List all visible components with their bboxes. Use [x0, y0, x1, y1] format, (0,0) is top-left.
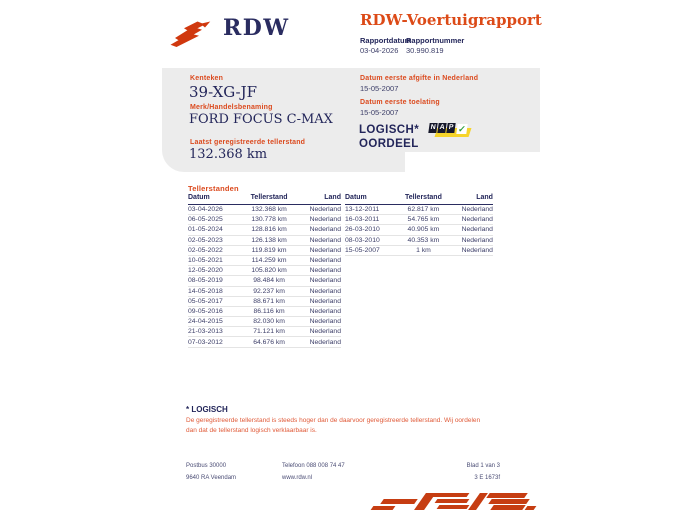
col-header-tellerstand: Tellerstand: [250, 194, 288, 201]
afgifte-value: 15-05-2007: [360, 84, 399, 93]
rdw-logo-text: RDW: [223, 15, 290, 41]
footer-form-code: 3 E 1673f: [474, 475, 500, 481]
table-row: [188, 215, 341, 225]
col-header-datum: Datum: [188, 194, 210, 201]
row-country: Nederland: [309, 328, 341, 336]
row-country: Nederland: [461, 206, 493, 214]
row-date: 03-04-2026: [188, 206, 223, 214]
row-odometer: 64.676 km: [253, 338, 285, 346]
row-country: Nederland: [461, 246, 493, 254]
table-row: [188, 225, 341, 235]
table-row: [188, 236, 341, 246]
table-row: [188, 276, 341, 286]
tellerstanden-title: Tellerstanden: [188, 184, 239, 193]
kenteken-label: Kenteken: [190, 75, 224, 82]
footer-page: [420, 460, 500, 484]
page-title: RDW-Voertuigrapport: [360, 11, 542, 29]
row-country: Nederland: [309, 318, 341, 326]
table-row: [345, 246, 493, 256]
row-date: 02-05-2022: [188, 246, 223, 254]
row-odometer: 86.116 km: [253, 307, 285, 315]
row-odometer: 1 km: [416, 246, 431, 254]
row-odometer: 54.765 km: [407, 216, 440, 224]
row-date: 26-03-2010: [345, 226, 380, 234]
footer-address-line1: Postbus 30000: [186, 463, 227, 469]
row-country: Nederland: [309, 206, 341, 214]
footer-address-line2: 9640 RA Veendam: [186, 475, 237, 481]
tellerstanden-table-left: [188, 194, 341, 348]
row-date: 02-05-2023: [188, 236, 223, 244]
row-country: Nederland: [309, 287, 341, 295]
row-date: 05-05-2017: [188, 297, 223, 305]
nap-letter-a: A: [439, 124, 446, 131]
row-date: 10-05-2021: [188, 257, 223, 265]
rdw-eagle-logo-icon: [168, 17, 218, 47]
table-row: [345, 205, 493, 215]
col-header-datum: Datum: [345, 194, 367, 201]
row-country: Nederland: [461, 226, 493, 234]
row-odometer: 40.905 km: [407, 226, 440, 234]
footer-website: www.rdw.nl: [282, 475, 313, 481]
merk-value: FORD FOCUS C-MAX: [189, 112, 333, 127]
footnote-text: De geregistreerde tellerstand is steeds hoger dan de daarvoor geregistreerde tellerstand. Wij oordelen dan dat de tellerstand logisch verklaarbaar is.: [186, 417, 481, 434]
row-odometer: 71.121 km: [253, 328, 285, 336]
row-odometer: 105.820 km: [251, 267, 287, 275]
table-row: [188, 317, 341, 327]
table-row: [188, 327, 341, 337]
row-date: 01-05-2024: [188, 226, 223, 234]
table-header-row: [345, 194, 493, 205]
table-row: [345, 236, 493, 246]
laatste-tellerstand-value: 132.368 km: [189, 147, 268, 162]
row-country: Nederland: [309, 297, 341, 305]
table-row: [188, 266, 341, 276]
nap-letter-p: P: [448, 124, 454, 131]
row-date: 14-05-2018: [188, 287, 223, 295]
row-date: 08-05-2019: [188, 277, 223, 285]
table-row: [188, 246, 341, 256]
col-header-land: Land: [324, 194, 341, 201]
row-odometer: 88.671 km: [253, 297, 285, 305]
row-country: Nederland: [309, 277, 341, 285]
footnote-title: * LOGISCH: [186, 405, 228, 414]
oordeel-text: [359, 123, 419, 151]
row-odometer: 130.778 km: [251, 216, 287, 224]
footer-page-number: Blad 1 van 3: [466, 463, 500, 469]
merk-label: Merk/Handelsbenaming: [190, 104, 273, 111]
row-date: 07-03-2012: [188, 338, 223, 346]
row-country: Nederland: [461, 236, 493, 244]
table-row: [188, 205, 341, 215]
toelating-label: Datum eerste toelating: [360, 99, 440, 106]
row-odometer: 98.484 km: [253, 277, 285, 285]
nap-letter-n: N: [430, 124, 437, 131]
col-header-tellerstand: Tellerstand: [405, 194, 442, 201]
row-date: 13-12-2011: [345, 206, 380, 214]
row-country: Nederland: [309, 246, 341, 254]
col-header-land: Land: [476, 194, 493, 201]
row-date: 09-05-2016: [188, 307, 223, 315]
row-date: 16-03-2011: [345, 216, 380, 224]
table-row: [345, 225, 493, 235]
row-odometer: 82.030 km: [253, 318, 285, 326]
row-odometer: 40.353 km: [407, 236, 440, 244]
report-date-label: Rapportdatum: [360, 36, 412, 45]
row-odometer: 132.368 km: [251, 206, 287, 214]
tellerstanden-table-right: [345, 194, 493, 256]
footer-contact: [282, 460, 345, 484]
row-country: Nederland: [309, 307, 341, 315]
nap-checkmark-icon: ✓: [457, 124, 467, 134]
row-date: 24-04-2015: [188, 318, 223, 326]
row-odometer: 119.819 km: [251, 246, 287, 254]
laatste-tellerstand-label: Laatst geregistreerde tellerstand: [190, 139, 306, 146]
oordeel-line1: LOGISCH*: [359, 124, 420, 136]
row-odometer: 128.816 km: [251, 226, 287, 234]
footer-phone: Telefoon 088 008 74 47: [282, 463, 345, 469]
report-date-value: 03-04-2026: [360, 46, 399, 55]
row-country: Nederland: [309, 236, 341, 244]
row-odometer: 126.138 km: [251, 236, 287, 244]
row-date: 12-05-2020: [188, 267, 223, 275]
row-date: 15-05-2007: [345, 246, 380, 254]
kenteken-value: 39-XG-JF: [189, 83, 258, 101]
row-odometer: 92.237 km: [253, 287, 285, 295]
report-number-label: Rapportnummer: [406, 36, 465, 45]
report-number-value: 30.990.819: [406, 46, 444, 55]
table-header-row: [188, 194, 341, 205]
table-row: [345, 215, 493, 225]
footer-graphic: [370, 491, 535, 513]
row-date: 08-03-2010: [345, 236, 380, 244]
row-country: Nederland: [309, 226, 341, 234]
row-country: Nederland: [309, 338, 341, 346]
row-odometer: 62.817 km: [407, 206, 440, 214]
row-odometer: 114.259 km: [251, 257, 287, 265]
oordeel-line2: OORDEEL: [359, 138, 419, 150]
table-row: [188, 287, 341, 297]
row-country: Nederland: [309, 267, 341, 275]
row-country: Nederland: [309, 257, 341, 265]
row-country: Nederland: [461, 216, 493, 224]
row-date: 06-05-2025: [188, 216, 223, 224]
table-row: [188, 297, 341, 307]
table-row: [188, 256, 341, 266]
nap-logo-icon: [429, 122, 477, 140]
row-country: Nederland: [309, 216, 341, 224]
table-row: [188, 307, 341, 317]
table-row: [188, 337, 341, 347]
afgifte-label: Datum eerste afgifte in Nederland: [360, 75, 479, 82]
toelating-value: 15-05-2007: [360, 108, 399, 117]
footer-address: [186, 460, 236, 484]
row-date: 21-03-2013: [188, 328, 223, 336]
